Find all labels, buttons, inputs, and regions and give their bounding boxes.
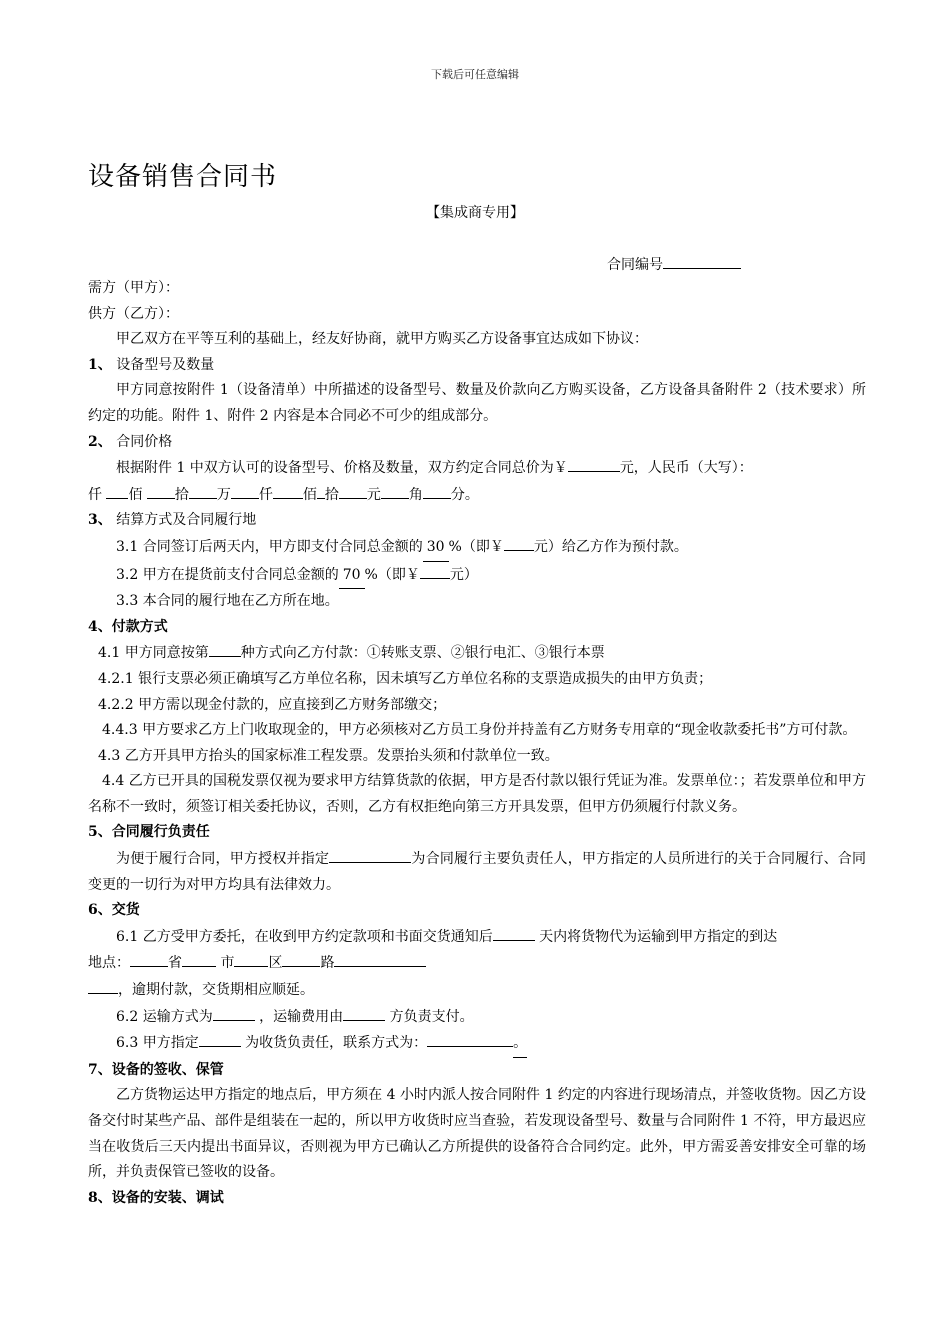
section-4-item-4: 4.4 乙方已开具的国税发票仅视为要求甲方结算货款的依据，甲方是否付款以银行凭证为准。发票单位：；若发票单位和甲方名称不一致时，须签订相关委托协议，否则，乙方有权拒绝向第三方开具发票，但甲方仍须履行付款义务。 xyxy=(88,773,866,815)
header-note: 下载后可任意编辑 xyxy=(431,68,519,81)
section-6-delay-line: ，逾期付款，交货期相应顺延。 xyxy=(88,977,866,1004)
section-1-paragraph: 甲方同意按附件 1（设备清单）中所描述的设备型号、数量及价款向乙方购买设备，乙方设备具备附件 2（技术要求）所约定的功能。附件 1、附件 2 内容是本合同必不可少的组成部分。 xyxy=(88,382,866,424)
section-5-heading: 5、合同履行负责任 xyxy=(88,824,210,841)
section-4-heading: 4、付款方式 xyxy=(88,618,168,635)
contract-number-label: 合同编号 xyxy=(607,257,663,273)
section-4-item-1: 4.1 甲方同意按第 种方式向乙方付款：①转账支票、②银行电汇、③银行本票 xyxy=(88,640,866,667)
section-3-item-3: 3.3 本合同的履行地在乙方所在地。 xyxy=(116,593,339,610)
section-6-item-3: 6.3 甲方指定 为收货负责任，联系方式为： 。 xyxy=(88,1030,866,1058)
document-subtitle: 【集成商专用】 xyxy=(426,205,524,221)
section-8-heading: 8、设备的安装、调试 xyxy=(88,1189,224,1206)
contract-number xyxy=(607,252,741,274)
section-4-item-3: 4.3 乙方开具甲方抬头的国家标准工程发票。发票抬头须和付款单位一致。 xyxy=(98,747,559,764)
contract-body xyxy=(88,276,866,1211)
document-title: 设备销售合同书 xyxy=(88,162,278,192)
section-3-heading: 3、 结算方式及合同履行地 xyxy=(88,512,257,529)
buyer-line: 需方（甲方）： xyxy=(88,280,179,296)
section-2-price-line: 根据附件 1 中双方认可的设备型号、价格及数量，双方约定合同总价为￥ 元，人民币（大写）： xyxy=(88,455,866,482)
seller-line: 供方（乙方）： xyxy=(88,305,179,322)
intro-paragraph: 甲乙双方在平等互利的基础上，经友好协商，就甲方购买乙方设备事宜达成如下协议： xyxy=(116,331,648,348)
section-2-capital-amount: 仟 佰 拾 万 仟 佰 拾 元 角 分。 xyxy=(88,482,866,509)
section-4-item-2-2: 4.2.2 甲方需以现金付款的，应直接到乙方财务部缴交； xyxy=(98,696,447,713)
section-6-address-line: 地点： 省 市 区 路 xyxy=(88,950,866,977)
section-6-item-1: 6.1 乙方受甲方委托，在收到甲方约定款项和书面交货通知后 天内将货物代为运输到甲方指定的到达 xyxy=(88,924,866,951)
section-1-heading: 1、 设备型号及数量 xyxy=(88,356,215,373)
section-7-paragraph: 乙方货物运达甲方指定的地点后，甲方须在 4 小时内派人按合同附件 1 约定的内容进行现场清点，并签收货物。因乙方设备交付时某些产品、部件是组装在一起的，所以甲方收货时应当查验，若发现设备型号、数量与合同附件 1 不符，甲方最迟应当在收货后三天内提出书面异议，否则视为甲方已确认乙方所提供的设备符合合同约定。此外，甲方需妥善安排安全可靠的场所，并负责保管已签收的设备。 xyxy=(88,1087,866,1181)
section-2-heading: 2、 合同价格 xyxy=(88,433,173,450)
section-6-item-2: 6.2 运输方式为 ，运输费用由 方负责支付。 xyxy=(88,1004,866,1031)
section-4-item-2-1: 4.2.1 银行支票必须正确填写乙方单位名称，因未填写乙方单位名称的支票造成损失的由甲方负责； xyxy=(98,670,713,687)
section-6-heading: 6、交货 xyxy=(88,902,140,919)
section-5-paragraph: 为便于履行合同，甲方授权并指定 为合同履行主要负责任人，甲方指定的人员所进行的关于合同履行、合同变更的一切行为对甲方均具有法律效力。 xyxy=(88,846,866,898)
section-7-heading: 7、设备的签收、保管 xyxy=(88,1061,224,1078)
section-3-item-1: 3.1 合同签订后两天内，甲方即支付合同总金额的 30 %（即￥ 元）给乙方作为预付款。 xyxy=(88,534,866,562)
contract-number-blank xyxy=(663,252,741,269)
section-3-item-2: 3.2 甲方在提货前支付合同总金额的 70 %（即￥ 元） xyxy=(88,562,866,590)
section-4-item-4-4-3: 4.4.3 甲方要求乙方上门收取现金的，甲方必须核对乙方员工身份并持盖有乙方财务专用章的“现金收款委托书”方可付款。 xyxy=(102,722,857,739)
